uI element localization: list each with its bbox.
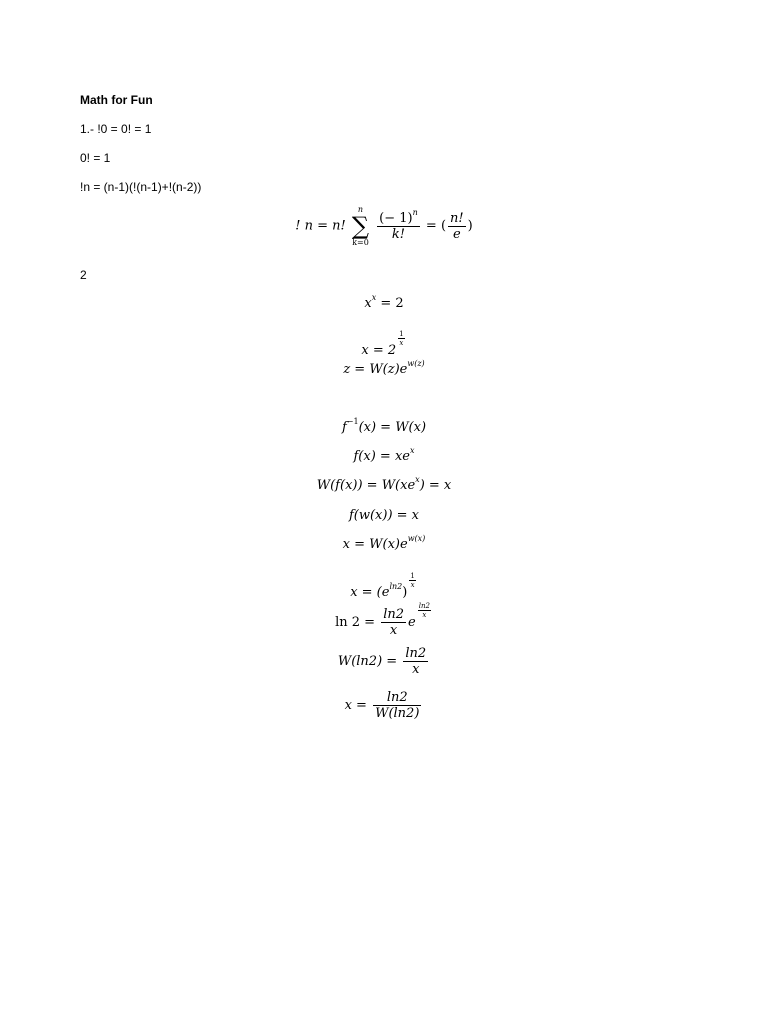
eq5-rest: (x) = W(x): [358, 420, 427, 435]
eq6-exp: x: [409, 446, 415, 455]
eq12-num: ln2: [405, 646, 427, 661]
equation-x-root: [0, 330, 768, 359]
equation-x-exp-ln2: [0, 572, 768, 601]
equation-x-power-x: [0, 293, 768, 312]
eq10-b: ): [402, 585, 408, 600]
eq11-fraction: [381, 607, 406, 638]
eq10-frac-num: 1: [410, 572, 415, 580]
eq12-lhs: W(ln2) =: [337, 654, 398, 669]
eq1-numerator: (− 1): [379, 210, 413, 226]
eq3-lhs: x = 2: [361, 343, 397, 358]
eq9-main: x = W(x)e: [342, 537, 408, 552]
equation-lambert-z: [0, 359, 768, 378]
equation-w-of-f: [0, 475, 768, 494]
section-number: 2: [80, 268, 87, 282]
summation: [352, 205, 369, 247]
eq2-rhs: = 2: [376, 296, 404, 311]
eq10-a: x = (e: [350, 585, 390, 600]
fraction-alternating: [377, 207, 420, 242]
eq10-exp: ln2: [389, 582, 403, 591]
eq13-lhs: x =: [344, 698, 367, 713]
eq7-a: W(f(x)) = W(xe: [316, 478, 416, 493]
eq1-denominator: k!: [391, 226, 406, 242]
eq3-exp-num: 1: [399, 330, 404, 338]
equation-ln2-expansion: [0, 602, 768, 638]
eq1-close: ): [467, 218, 473, 234]
eq11-den: x: [389, 623, 398, 638]
eq6-main: f(x) = xe: [353, 449, 410, 464]
eq13-num: ln2: [386, 690, 408, 705]
equation-subfactorial-sum: [0, 205, 768, 247]
sum-upper-limit: n: [357, 205, 364, 214]
eq11-lhs: ln 2 =: [335, 615, 376, 630]
text-line-2: 0! = 1: [80, 151, 111, 165]
eq2-exp: x: [371, 293, 377, 302]
eq5-exp: −1: [346, 417, 359, 426]
eq13-den: W(ln2): [375, 706, 420, 721]
eq3-exp-den: x: [399, 339, 404, 347]
eq1-denominator2: e: [452, 226, 461, 242]
eq11-exp-num: ln2: [418, 602, 430, 610]
eq8-main: f(w(x)) = x: [348, 508, 420, 523]
eq7-b: ) = x: [419, 478, 452, 493]
eq4-main: z = W(z)e: [343, 362, 408, 377]
eq10-frac-den: x: [410, 581, 415, 589]
eq11-exponent-fraction: [418, 602, 431, 619]
eq2-base: x: [364, 296, 372, 311]
eq4-exp: w(z): [407, 359, 425, 368]
fraction-n-over-e: [448, 211, 466, 242]
equation-f-def: [0, 446, 768, 465]
equation-w-ln2: [0, 646, 768, 677]
eq10-exponent-fraction: [409, 572, 415, 589]
equation-f-of-w: [0, 508, 768, 524]
equation-lambert-x: [0, 534, 768, 553]
equation-inverse: [0, 417, 768, 436]
eq11-num: ln2: [383, 607, 404, 622]
eq12-den: x: [412, 662, 420, 677]
eq11-exp-den: x: [422, 611, 427, 619]
eq13-fraction: [373, 690, 421, 721]
text-line-1: 1.- !0 = 0! = 1: [80, 122, 152, 136]
eq1-numerator2: n!: [450, 210, 464, 226]
eq3-exponent-fraction: [398, 330, 404, 347]
eq12-fraction: [403, 646, 428, 677]
sum-lower-limit: k=0: [352, 238, 369, 247]
eq7-exp: x: [415, 475, 420, 484]
eq5-f: f: [341, 420, 347, 435]
eq11-e: e: [408, 615, 416, 630]
equation-x-solution: [0, 690, 768, 721]
document-title: Math for Fun: [80, 93, 153, 107]
eq9-exp: w(x): [407, 534, 426, 543]
eq1-equals: = (: [425, 218, 447, 234]
sigma-symbol: ∑: [351, 212, 370, 240]
text-line-3: !n = (n-1)(!(n-1)+!(n-2)): [80, 180, 202, 194]
eq1-lhs: ! n = n!: [295, 218, 346, 234]
eq1-numerator-exp: n: [412, 207, 418, 217]
